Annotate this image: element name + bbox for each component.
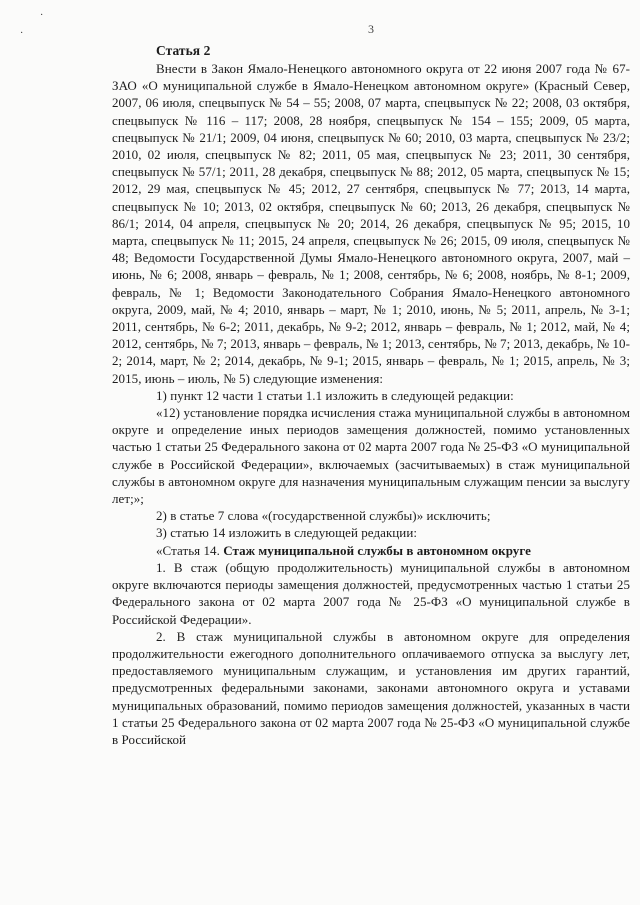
- new-article-part-1: 1. В стаж (общую продолжительность) муниципальной службы в автономном округе включаются периоды замещения должностей, предусмотренных частью 1 статьи 25 Федерального закона от 02 марта 2007 года № 25-ФЗ «О муниципальной службе в Российской Федерации».: [112, 559, 630, 627]
- page-number: 3: [368, 22, 374, 36]
- amendment-item-2: 2) в статье 7 слова «(государственной службы)» исключить;: [156, 508, 491, 524]
- document-body: [112, 42, 630, 748]
- scan-speck: ·: [20, 28, 24, 39]
- article-intro-paragraph: Внести в Закон Ямало-Ненецкого автономного округа от 22 июня 2007 года № 67-ЗАО «О муниципальной службе в Ямало-Ненецком автономном округе» (Красный Север, 2007, 06 июля, спецвыпуск № 54 – 55; 2008, 07 марта, спецвыпуск № 22; 2008, 03 октября, спецвыпуск № 116 – 117; 2008, 28 ноября, спецвыпуск № 154 – 155; 2009, 05 марта, спецвыпуск № 21/1; 2009, 04 июня, спецвыпуск № 60; 2010, 03 марта, спецвыпуск № 23/2; 2010, 02 июля, спецвыпуск № 82; 2011, 05 мая, спецвыпуск № 23; 2011, 30 сентября, спецвыпуск № 57/1; 2011, 28 декабря, спецвыпуск № 88; 2012, 05 марта, спецвыпуск № 15; 2012, 29 мая, спецвыпуск № 45; 2012, 27 сентября, спецвыпуск № 77; 2013, 14 марта, спецвыпуск № 10; 2013, 02 октября, спецвыпуск № 60; 2013, 26 декабря, спецвыпуск № 86/1; 2014, 04 апреля, спецвыпуск № 20; 2014, 26 декабря, спецвыпуск № 95; 2015, 10 марта, спецвыпуск № 11; 2015, 24 апреля, спецвыпуск № 26; 2015, 09 июля, спецвыпуск № 48; Ведомости Государственной Думы Ямало-Ненецкого автономного округа, 2007, май – июнь, № 6; 2008, январь – февраль, № 1; 2008, сентябрь, № 6; 2008, ноябрь, № 8-1; 2009, февраль, № 1; Ведомости Законодательного Собрания Ямало-Ненецкого автономного округа, 2009, май, № 4; 2010, январь – март, № 1; 2010, июнь, № 5; 2011, апрель, № 3-1; 2011, сентябрь, № 6-2; 2011, декабрь, № 9-2; 2012, январь – февраль, № 1; 2012, май, № 4; 2012, сентябрь, № 7; 2013, январь – февраль, № 1; 2013, сентябрь, № 7; 2013, декабрь, № 10-2; 2014, март, № 2; 2014, декабрь, № 9-1; 2015, январь – февраль, № 1; 2015, апрель, № 3; 2015, июнь – июль, № 5) следующие изменения:: [112, 61, 630, 386]
- amendment-item-3: 3) статью 14 изложить в следующей редакции:: [156, 525, 417, 541]
- amendment-item-1: 1) пункт 12 части 1 статьи 1.1 изложить в следующей редакции:: [156, 387, 514, 403]
- new-article-number: «Статья 14.: [156, 542, 224, 558]
- amendment-item-1-text: «12) установление порядка исчисления стажа муниципальной службы в автономном округе и определение иных периодов замещения должностей, помимо установленных частью 1 статьи 25 Федерального закона от 02 марта 2007 года № 25-ФЗ «О муниципальной службе в Российской Федерации», включаемых (засчитываемых) в стаж муниципальной службы в автономном округе для назначения муниципальным служащим пенсии за выслугу лет;»;: [112, 405, 630, 507]
- new-article-subheading: [112, 542, 630, 559]
- scan-speck: ·: [40, 10, 44, 21]
- new-article-part-2: 2. В стаж муниципальной службы в автономном округе для определения продолжительности ежегодного дополнительного оплачиваемого отпуска за выслугу лет, предоставляемого муниципальным служащим, и установления им других гарантий, предусмотренных федеральными законами, законами автономного округа и уставами муниципальных образований, помимо периодов замещения должностей, указанных в части 1 статьи 25 Федерального закона от 02 марта 2007 года № 25-ФЗ «О муниципальной службе в Российской: [112, 628, 630, 747]
- article-heading: Статья 2: [156, 43, 211, 58]
- new-article-title: Стаж муниципальной службы в автономном округе: [223, 542, 531, 558]
